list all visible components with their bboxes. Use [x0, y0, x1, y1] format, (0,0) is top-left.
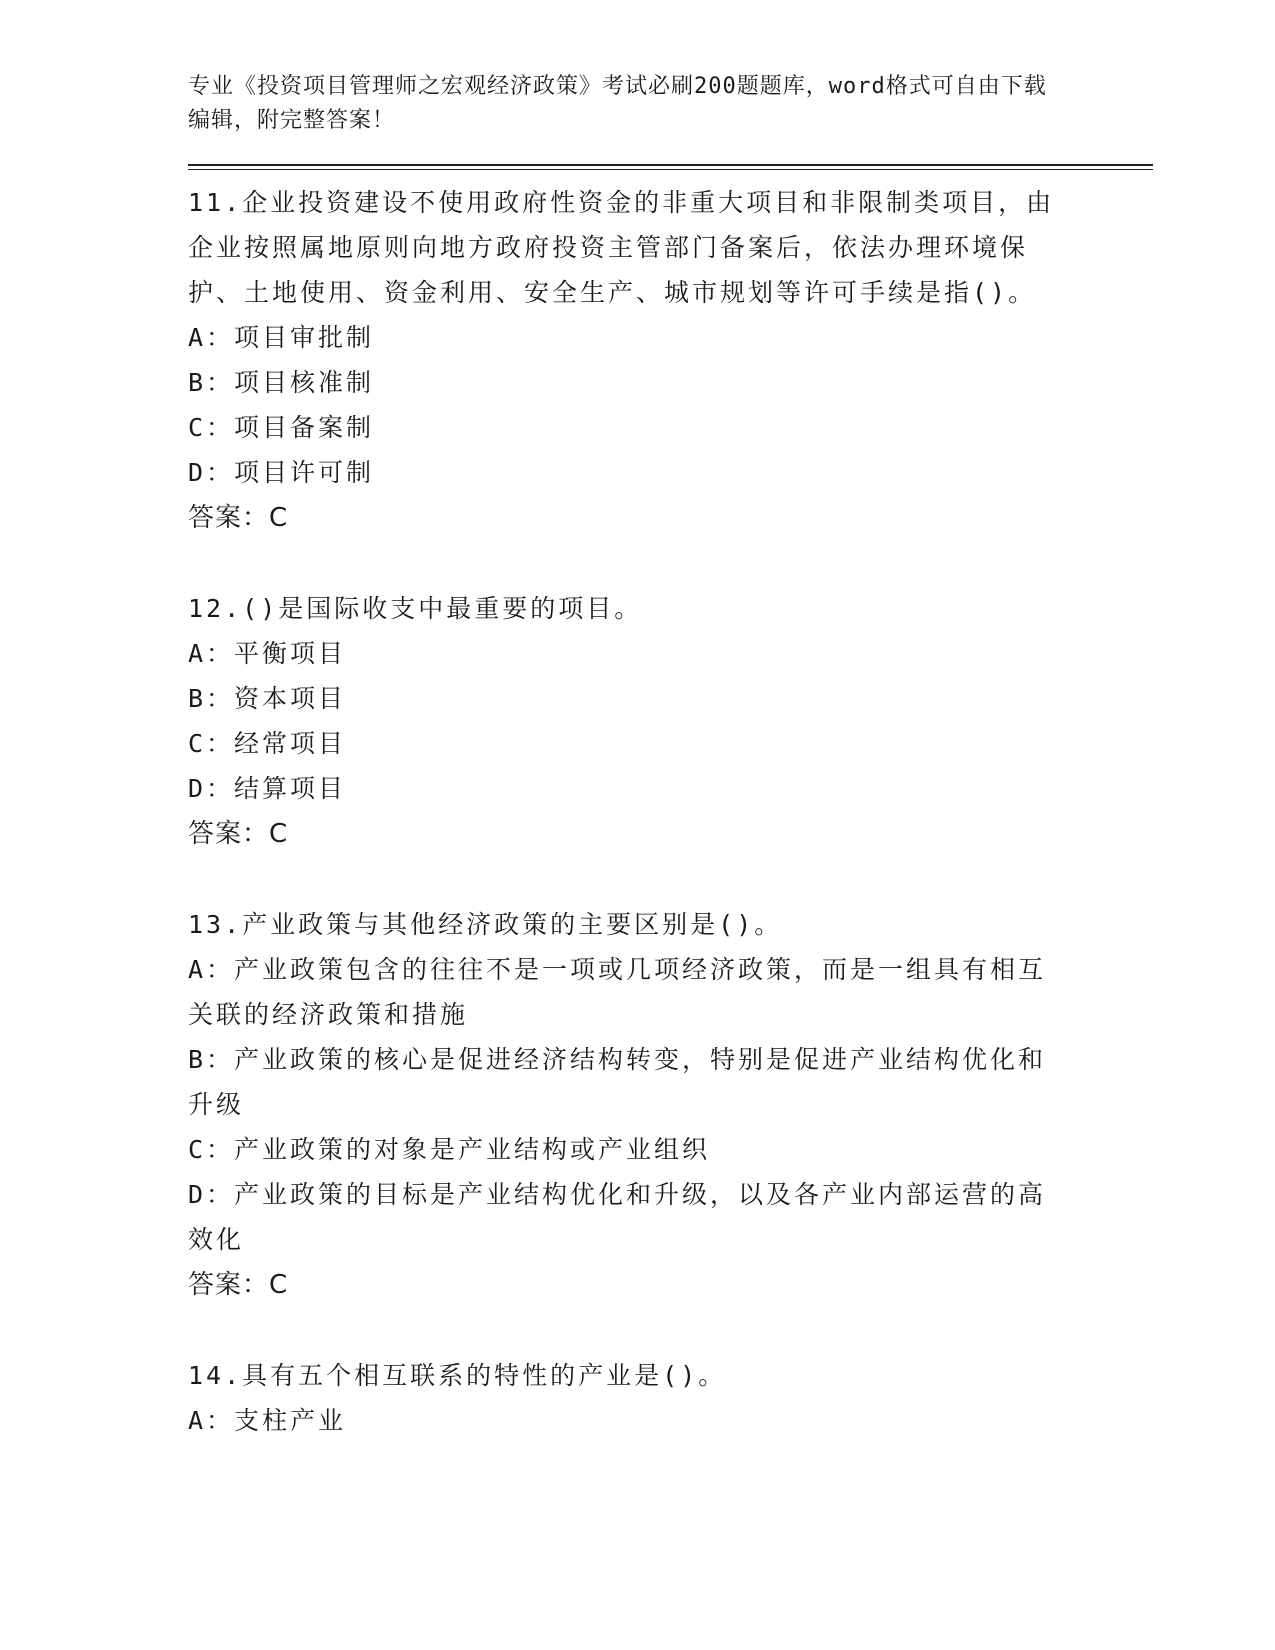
- question-stem: 12.()是国际收支中最重要的项目。: [188, 594, 643, 623]
- option-b: B：项目核准制: [188, 368, 375, 397]
- answer-label: 答案：C: [188, 503, 289, 533]
- option-c: C：经常项目: [188, 729, 347, 758]
- option-d: D：结算项目: [188, 774, 347, 803]
- option-d: D：产业政策的目标是产业结构优化和升级，以及各产业内部运营的高效化: [188, 1180, 1047, 1254]
- header-divider: [188, 164, 1153, 170]
- document-page: [188, 70, 1068, 1488]
- question-stem: 11.企业投资建设不使用政府性资金的非重大项目和非限制类项目，由企业按照属地原则向地方政府投资主管部门备案后，依法办理环境保护、土地使用、资金利用、安全生产、城市规划等许可手续是指()。: [188, 188, 1055, 307]
- answer-label: 答案：C: [188, 1270, 289, 1300]
- answer-label: 答案：C: [188, 819, 289, 849]
- option-a: A：产业政策包含的往往不是一项或几项经济政策，而是一组具有相互关联的经济政策和措施: [188, 955, 1047, 1029]
- question-stem: 14.具有五个相互联系的特性的产业是()。: [188, 1361, 727, 1390]
- option-a: A：项目审批制: [188, 323, 375, 352]
- question-stem: 13.产业政策与其他经济政策的主要区别是()。: [188, 910, 783, 939]
- option-a: A：平衡项目: [188, 639, 347, 668]
- option-c: C：产业政策的对象是产业结构或产业组织: [188, 1135, 711, 1164]
- question-item: [188, 902, 1068, 1308]
- option-c: C：项目备案制: [188, 413, 375, 442]
- option-b: B：产业政策的核心是促进经济结构转变，特别是促进产业结构优化和升级: [188, 1045, 1047, 1119]
- option-b: B：资本项目: [188, 684, 347, 713]
- question-item: [188, 586, 1068, 857]
- option-a: A：支柱产业: [188, 1406, 347, 1435]
- question-list: [188, 180, 1068, 1443]
- document-header: 专业《投资项目管理师之宏观经济政策》考试必刷200题题库，word格式可自由下载编辑，附完整答案！: [188, 74, 1047, 133]
- question-item: [188, 1353, 1068, 1443]
- question-item: [188, 180, 1068, 541]
- option-d: D：项目许可制: [188, 458, 375, 487]
